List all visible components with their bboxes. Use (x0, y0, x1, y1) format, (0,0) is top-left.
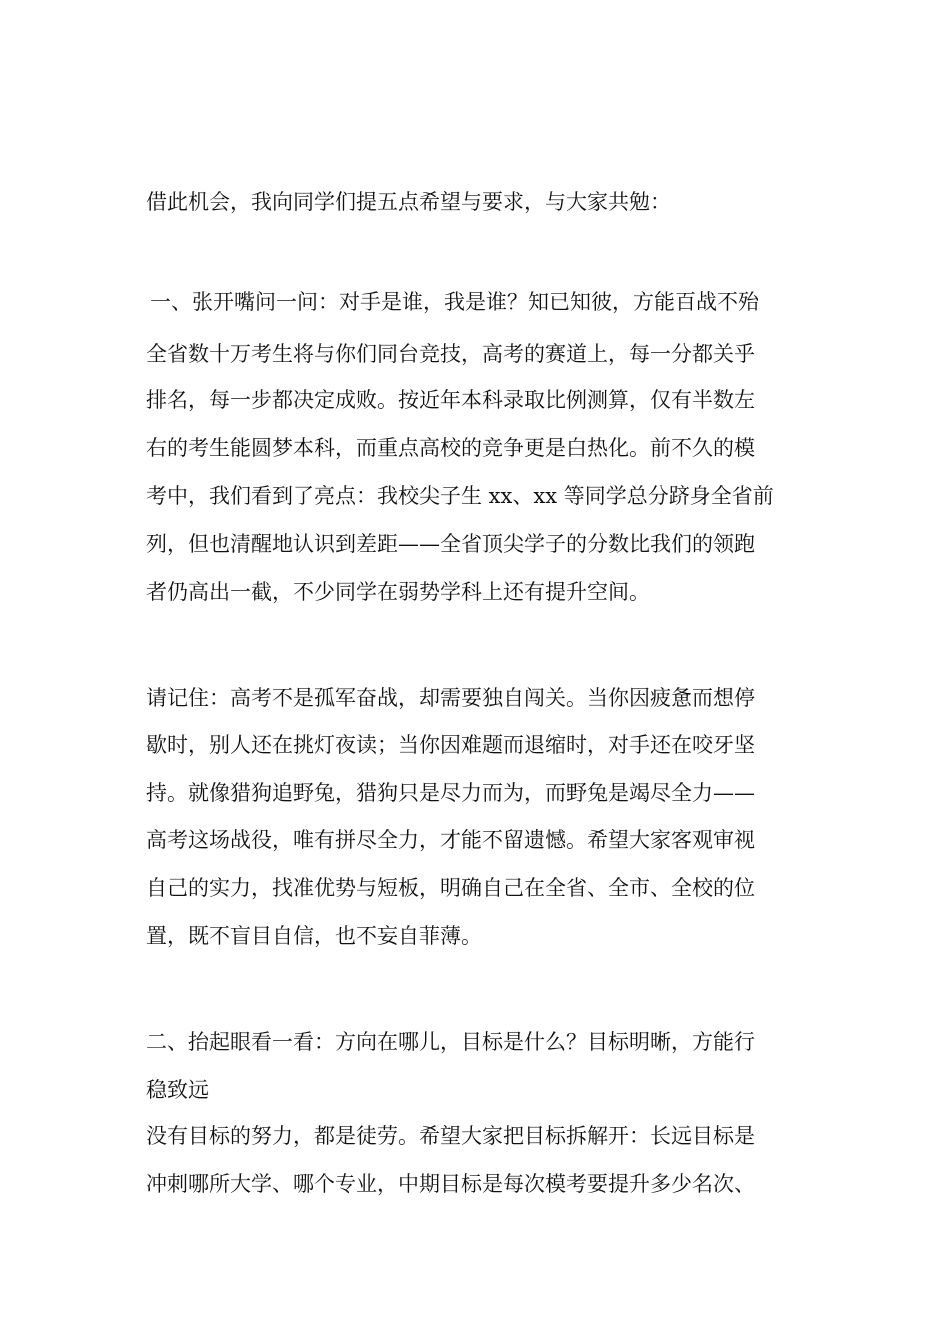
section1-heading: 一、张开嘴问一问：对手是谁，我是谁？知已知彼，方能百战不殆 (150, 290, 759, 314)
section1-para2-line: 请记住：高考不是孤军奋战，却需要独自闯关。当你因疲惫而想停 (146, 686, 755, 710)
section1-para2-line: 自己的实力，找准优势与短板，明确自己在全省、全市、全校的位 (146, 876, 755, 900)
section1-para1-line: 全省数十万考生将与你们同台竞技，高考的赛道上，每一分都关乎 (146, 342, 755, 366)
section1-para1-line: 列，但也清醒地认识到差距——全省顶尖学子的分数比我们的领跑 (146, 532, 755, 556)
section2-para1-line: 冲刺哪所大学、哪个专业，中期目标是每次模考要提升多少名次、 (146, 1172, 755, 1196)
section1-para2-line: 歇时，别人还在挑灯夜读；当你因难题而退缩时，对手还在咬牙坚 (146, 733, 755, 757)
section1-para1-line: 考中，我们看到了亮点：我校尖子生 xx、xx 等同学总分跻身全省前 (146, 484, 774, 508)
section1-para1-line: 排名，每一步都决定成败。按近年本科录取比例测算，仅有半数左 (146, 388, 755, 412)
section1-para2-line: 持。就像猎狗追野兔，猎狗只是尽力而为，而野兔是竭尽全力—— (146, 781, 755, 805)
section1-para2-line: 置，既不盲目自信，也不妄自菲薄。 (146, 924, 482, 948)
section2-heading-line: 稳致远 (146, 1078, 209, 1102)
section1-para1-line: 右的考生能圆梦本科，而重点高校的竞争更是白热化。前不久的模 (146, 436, 755, 460)
section1-para2-line: 高考这场战役，唯有拼尽全力，才能不留遗憾。希望大家客观审视 (146, 828, 755, 852)
intro-line: 借此机会，我向同学们提五点希望与要求，与大家共勉： (146, 190, 671, 214)
section2-heading-line: 二、抬起眼看一看：方向在哪儿，目标是什么？目标明晰，方能行 (146, 1030, 755, 1054)
section2-para1-line: 没有目标的努力，都是徒劳。希望大家把目标拆解开：长远目标是 (146, 1124, 755, 1148)
section1-para1-line: 者仍高出一截，不少同学在弱势学科上还有提升空间。 (146, 580, 650, 604)
